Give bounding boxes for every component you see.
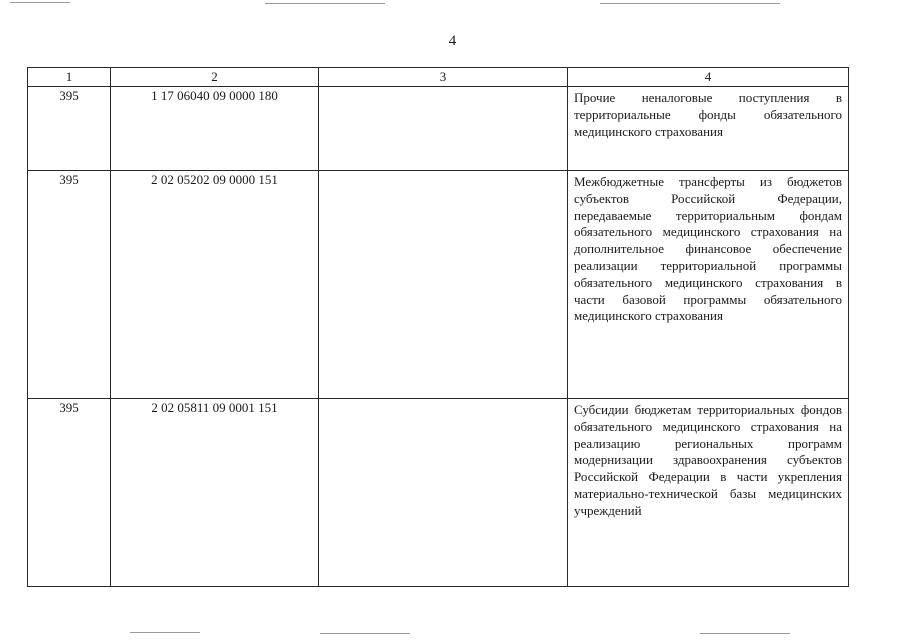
table-row [28,399,849,587]
budget-code-cell: 2 02 05811 09 0001 151 [111,399,319,587]
scan-artifact [700,633,790,634]
description-cell: Прочие неналоговые поступления в территориальные фонды обязательного медицинского страхования [568,87,849,171]
scan-artifact [10,2,70,3]
scan-artifact [600,3,780,4]
empty-cell [319,171,568,399]
column-header-1: 1 [28,68,111,87]
admin-code-cell: 395 [28,399,111,587]
scan-artifact [320,633,410,634]
admin-code-cell: 395 [28,87,111,171]
admin-code-cell: 395 [28,171,111,399]
page-number: 4 [448,33,457,49]
budget-code-cell: 1 17 06040 09 0000 180 [111,87,319,171]
empty-cell [319,87,568,171]
table-row [28,87,849,171]
column-header-3: 3 [319,68,568,87]
column-header-4: 4 [568,68,849,87]
scan-artifact [130,632,200,633]
empty-cell [319,399,568,587]
scan-artifact [265,3,385,4]
description-cell: Межбюджетные трансферты из бюджетов субъектов Российской Федерации, передаваемые территориальным фондам обязательного медицинского страхования на дополнительное финансовое обеспечение реализации территориальной программы обязательного медицинского страхования в части базовой программы обязательного медицинского страхования [568,171,849,399]
budget-classification-table [27,67,849,587]
header-row [28,68,849,87]
column-header-2: 2 [111,68,319,87]
description-cell: Субсидии бюджетам территориальных фондов обязательного медицинского страхования на реализацию региональных программ модернизации здравоохранения субъектов Российской Федерации в части укрепления материально-технической базы медицинских учреждений [568,399,849,587]
budget-code-cell: 2 02 05202 09 0000 151 [111,171,319,399]
table-row [28,171,849,399]
